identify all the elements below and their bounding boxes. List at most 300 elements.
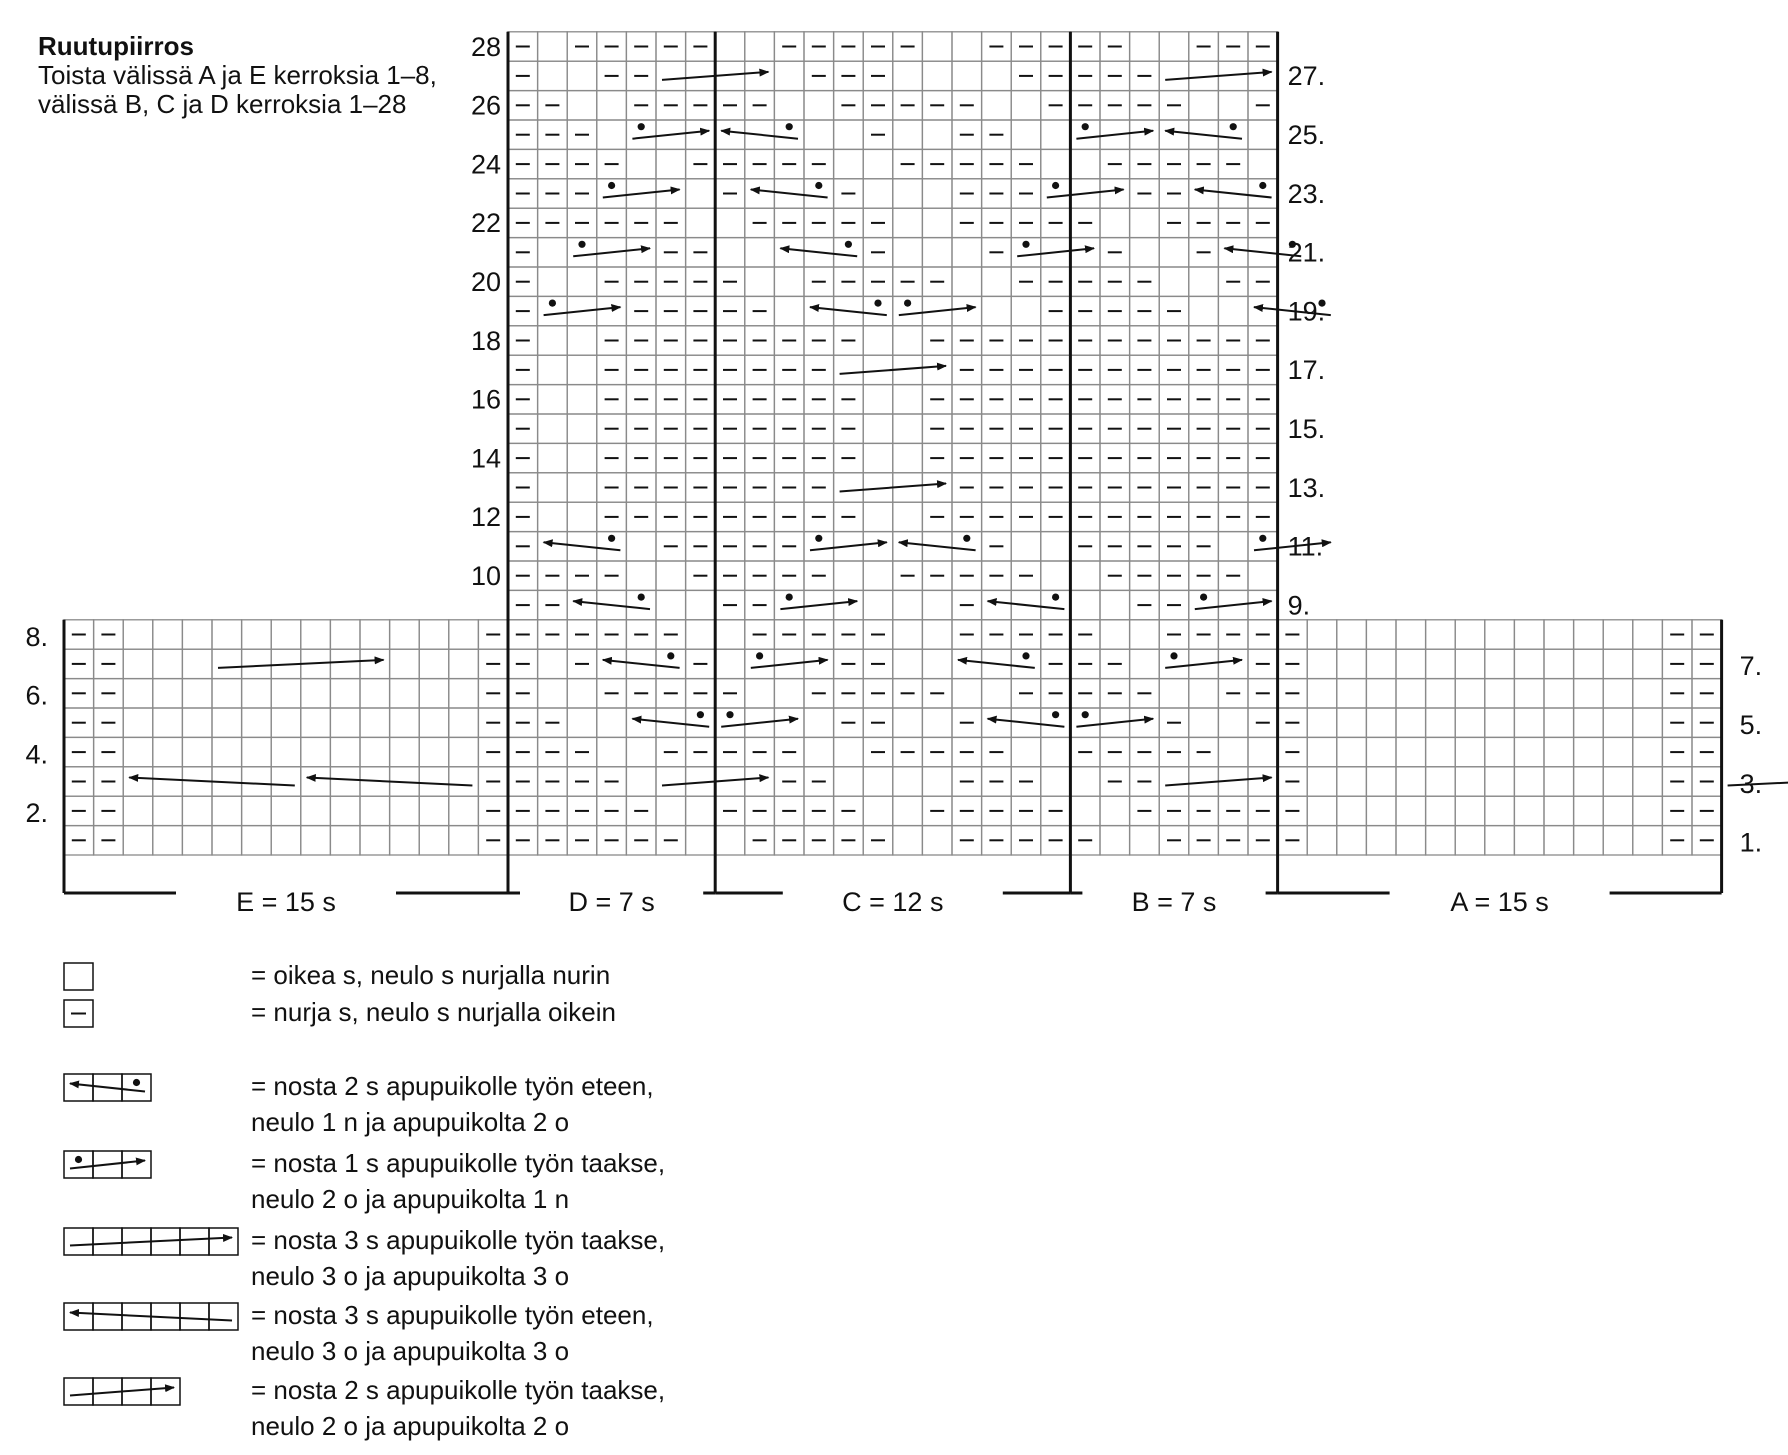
chart-cell: [1485, 737, 1515, 766]
chart-cell: [804, 737, 834, 766]
chart-cell: [360, 649, 390, 678]
chart-cell: [153, 708, 183, 737]
legend-swatch-cell: [64, 1303, 93, 1330]
chart-cell: [922, 208, 952, 237]
chart-cell: [1189, 679, 1219, 708]
chart-cell: [1337, 620, 1367, 649]
chart-cell: [893, 708, 923, 737]
cable-arrow: [1195, 601, 1272, 609]
chart-cell: [1041, 120, 1071, 149]
chart-cell: [182, 649, 212, 678]
chart-cell: [1159, 32, 1189, 61]
legend-line-2: neulo 3 o ja apupuikolta 3 o: [251, 1261, 570, 1291]
chart-cell: [153, 826, 183, 855]
cable-arrow: [1076, 131, 1153, 139]
chart-cell: [567, 502, 597, 531]
chart-cell: [1544, 620, 1574, 649]
chart-cell: [271, 679, 301, 708]
legend-line-2: neulo 1 n ja apupuikolta 2 o: [251, 1107, 570, 1137]
chart-cell: [626, 767, 656, 796]
chart-cell: [301, 767, 331, 796]
chart-cell: [1248, 737, 1278, 766]
chart-cell: [1485, 620, 1515, 649]
chart-cell: [390, 649, 420, 678]
chart-cell: [922, 61, 952, 90]
chart-cell: [271, 708, 301, 737]
legend-item-text: [251, 1145, 665, 1217]
chart-cell: [1130, 120, 1160, 149]
chart-cell: [1041, 561, 1071, 590]
chart-cell: [982, 679, 1012, 708]
chart-cell: [330, 826, 360, 855]
chart-cell: [1218, 532, 1248, 561]
chart-cell: [1603, 679, 1633, 708]
row-number-right: 25.: [1287, 120, 1326, 150]
chart-cell: [419, 767, 449, 796]
legend-swatch-cell: [64, 1151, 93, 1178]
chart-cell: [301, 826, 331, 855]
chart-cell: [1633, 679, 1663, 708]
chart-cell: [834, 149, 864, 178]
chart-cell: [1633, 708, 1663, 737]
legend-swatch-cell: [209, 1228, 238, 1255]
chart-cell: [1574, 826, 1604, 855]
chart-cell: [893, 620, 923, 649]
chart-cell: [153, 796, 183, 825]
chart-cell: [330, 737, 360, 766]
legend-swatch-cell: [93, 1303, 122, 1330]
chart-cell: [863, 502, 893, 531]
chart-cell: [1307, 620, 1337, 649]
row-number-right: 21.: [1287, 237, 1326, 268]
chart-cell: [1485, 796, 1515, 825]
chart-cell: [182, 737, 212, 766]
cable-arrow: [1195, 190, 1272, 198]
chart-cell: [745, 767, 775, 796]
chart-cell: [419, 679, 449, 708]
chart-cell: [656, 561, 686, 590]
chart-cell: [656, 179, 686, 208]
chart-cell: [1455, 767, 1485, 796]
chart-cell: [893, 590, 923, 619]
purl-dot: [1022, 241, 1029, 248]
purl-dot: [638, 123, 645, 130]
chart-cell: [1337, 796, 1367, 825]
chart-cell: [360, 796, 390, 825]
chart-cell: [774, 238, 804, 267]
chart-cell: [952, 679, 982, 708]
purl-dot: [549, 300, 556, 307]
chart-cell: [1544, 767, 1574, 796]
chart-cell: [893, 414, 923, 443]
row-number-left: 24: [470, 149, 501, 180]
chart-cell: [1159, 61, 1189, 90]
chart-cell: [804, 91, 834, 120]
chart-cell: [1396, 796, 1426, 825]
chart-cell: [1011, 737, 1041, 766]
chart-cell: [1366, 708, 1396, 737]
chart-cell: [301, 708, 331, 737]
chart-cell: [834, 590, 864, 619]
chart-cell: [834, 120, 864, 149]
chart-cell: [1514, 708, 1544, 737]
chart-cell: [1544, 796, 1574, 825]
chart-cell: [952, 32, 982, 61]
chart-cell: [1159, 679, 1189, 708]
chart-cell: [745, 267, 775, 296]
chart-cell: [123, 679, 153, 708]
chart-cell: [1485, 708, 1515, 737]
chart-cell: [538, 355, 568, 384]
chart-cell: [1366, 620, 1396, 649]
chart-cell: [1574, 620, 1604, 649]
chart-cell: [863, 414, 893, 443]
chart-cell: [1248, 120, 1278, 149]
chart-cell: [1100, 590, 1130, 619]
row-number-left: 14: [470, 443, 501, 474]
chart-cell: [1248, 590, 1278, 619]
chart-cell: [952, 649, 982, 678]
chart-cell: [1366, 679, 1396, 708]
purl-dot: [1259, 182, 1266, 189]
legend-line-1: = nosta 2 s apupuikolle työn taakse,: [251, 1375, 666, 1405]
chart-cell: [242, 796, 272, 825]
cable-arrow: [1047, 190, 1124, 198]
chart-cell: [1248, 61, 1278, 90]
chart-cell: [1514, 796, 1544, 825]
purl-dot: [1259, 535, 1266, 542]
chart-cell: [982, 61, 1012, 90]
row-number-right: 23.: [1287, 178, 1326, 209]
chart-cell: [982, 590, 1012, 619]
cable-arrow: [544, 307, 621, 315]
legend-line-1: = nosta 3 s apupuikolle työn eteen,: [251, 1300, 654, 1330]
chart-cell: [1455, 708, 1485, 737]
chart-cell: [1307, 796, 1337, 825]
chart-cell: [538, 679, 568, 708]
chart-cell: [626, 238, 656, 267]
chart-cell: [360, 620, 390, 649]
legend-item-text: [251, 1372, 665, 1444]
chart-cell: [538, 238, 568, 267]
chart-cell: [982, 267, 1012, 296]
chart-cell: [153, 767, 183, 796]
chart-cell: [1455, 796, 1485, 825]
cable-arrow: [751, 190, 828, 198]
chart-cell: [834, 355, 864, 384]
chart-cell: [538, 532, 568, 561]
chart-note-line-2: välissä B, C ja D kerroksia 1–28: [38, 89, 407, 119]
chart-cell: [656, 590, 686, 619]
chart-cell: [330, 679, 360, 708]
section-label: C = 12 s: [842, 887, 944, 917]
chart-cell: [893, 61, 923, 90]
chart-cell: [449, 620, 479, 649]
chart-cell: [893, 385, 923, 414]
row-number-right: 1.: [1739, 827, 1763, 858]
chart-cell: [1514, 679, 1544, 708]
chart-cell: [804, 649, 834, 678]
chart-cell: [863, 532, 893, 561]
row-number-left: 20: [470, 267, 501, 297]
chart-cell: [1159, 238, 1189, 267]
chart-cell: [1603, 767, 1633, 796]
chart-cell: [863, 179, 893, 208]
legend-swatch-cell: [209, 1303, 238, 1330]
legend-swatch-cell: [122, 1074, 151, 1101]
chart-cell: [863, 149, 893, 178]
chart-cell: [1041, 767, 1071, 796]
chart-cell: [271, 737, 301, 766]
chart-cell: [538, 443, 568, 472]
chart-cell: [1396, 737, 1426, 766]
chart-cell: [153, 737, 183, 766]
chart-cell: [1337, 708, 1367, 737]
chart-cell: [1337, 649, 1367, 678]
chart-cell: [863, 767, 893, 796]
chart-cell: [1426, 796, 1456, 825]
chart-cell: [893, 532, 923, 561]
row-number-left: 12: [470, 502, 501, 533]
chart-cell: [1574, 649, 1604, 678]
purl-dot: [608, 182, 615, 189]
chart-cell: [1307, 679, 1337, 708]
purl-dot: [1082, 711, 1089, 718]
chart-cell: [893, 443, 923, 472]
chart-cell: [1544, 826, 1574, 855]
chart-cell: [567, 326, 597, 355]
row-number-left: 2.: [25, 798, 48, 829]
chart-cell: [774, 679, 804, 708]
chart-cell: [922, 826, 952, 855]
chart-title: Ruutupiirros: [38, 31, 194, 61]
chart-cell: [715, 120, 745, 149]
chart-cell: [715, 208, 745, 237]
purl-dot: [786, 594, 793, 601]
chart-cell: [567, 590, 597, 619]
chart-cell: [1426, 620, 1456, 649]
chart-cell: [1633, 649, 1663, 678]
chart-cell: [242, 737, 272, 766]
cable-arrow: [899, 542, 976, 550]
cable-arrow: [632, 719, 709, 727]
cable-arrow: [810, 307, 887, 315]
row-number-right: 13.: [1287, 472, 1326, 503]
chart-cell: [449, 767, 479, 796]
chart-cell: [1366, 737, 1396, 766]
purl-dot: [75, 1156, 82, 1163]
chart-cell: [449, 796, 479, 825]
chart-cell: [301, 737, 331, 766]
chart-cell: [834, 737, 864, 766]
chart-cell: [774, 296, 804, 325]
chart-cell: [774, 61, 804, 90]
chart-cell: [1248, 149, 1278, 178]
chart-cell: [1603, 620, 1633, 649]
chart-cell: [1100, 826, 1130, 855]
cable-arrow: [988, 719, 1065, 727]
purl-dot: [786, 123, 793, 130]
chart-cell: [242, 708, 272, 737]
purl-dot: [845, 241, 852, 248]
row-number-left: 4.: [25, 739, 48, 770]
chart-cell: [922, 179, 952, 208]
chart-cell: [922, 649, 952, 678]
purl-dot: [815, 535, 822, 542]
chart-cell: [271, 767, 301, 796]
chart-cell: [1307, 708, 1337, 737]
chart-cell: [1574, 796, 1604, 825]
chart-cell: [1307, 737, 1337, 766]
chart-cell: [1603, 708, 1633, 737]
chart-cell: [893, 326, 923, 355]
chart-cell: [686, 620, 716, 649]
legend-item-text: [251, 1222, 665, 1294]
purl-dot: [667, 652, 674, 659]
row-number-right: 17.: [1287, 355, 1326, 386]
chart-cell: [1218, 649, 1248, 678]
chart-cell: [390, 796, 420, 825]
legend-swatch-cell: [122, 1151, 151, 1178]
chart-cell: [893, 767, 923, 796]
chart-cell: [212, 708, 242, 737]
chart-cell: [567, 385, 597, 414]
legend-swatch-cell: [64, 963, 93, 990]
chart-cell: [390, 708, 420, 737]
chart-cell: [922, 708, 952, 737]
chart-cell: [745, 32, 775, 61]
chart-cell: [1633, 767, 1663, 796]
legend-swatch-cell: [93, 1228, 122, 1255]
chart-cell: [745, 238, 775, 267]
chart-cell: [1248, 561, 1278, 590]
chart-cell: [1633, 826, 1663, 855]
chart-cell: [1070, 590, 1100, 619]
cable-arrow: [632, 131, 709, 139]
chart-cell: [419, 796, 449, 825]
legend-item-text: [251, 1297, 654, 1369]
chart-cell: [1396, 708, 1426, 737]
chart-cell: [1366, 649, 1396, 678]
purl-dot: [1022, 652, 1029, 659]
chart-cell: [922, 120, 952, 149]
chart-cell: [1100, 208, 1130, 237]
cable-arrow: [1165, 660, 1242, 668]
chart-cell: [567, 473, 597, 502]
chart-cell: [982, 296, 1012, 325]
legend-swatch-cell: [151, 1378, 180, 1405]
chart-cell: [212, 649, 242, 678]
purl-dot: [697, 711, 704, 718]
chart-cell: [538, 385, 568, 414]
chart-cell: [745, 61, 775, 90]
legend-line-1: = nosta 1 s apupuikolle työn taakse,: [251, 1148, 666, 1178]
chart-cell: [1514, 826, 1544, 855]
cable-arrow: [1076, 719, 1153, 727]
chart-cell: [1426, 679, 1456, 708]
cable-arrow: [1017, 248, 1094, 256]
chart-cell: [1248, 296, 1278, 325]
chart-cell: [1218, 737, 1248, 766]
row-number-left: 16: [470, 384, 501, 415]
chart-cell: [1514, 737, 1544, 766]
chart-cell: [774, 91, 804, 120]
row-number-left: 18: [470, 325, 501, 356]
chart-cell: [1426, 649, 1456, 678]
chart-cell: [449, 737, 479, 766]
section-label: D = 7 s: [568, 887, 655, 917]
chart-cell: [686, 179, 716, 208]
chart-cell: [597, 737, 627, 766]
chart-cell: [1130, 208, 1160, 237]
chart-cell: [123, 826, 153, 855]
chart-cell: [1574, 708, 1604, 737]
purl-dot: [133, 1079, 140, 1086]
chart-cell: [1544, 679, 1574, 708]
cable-arrow: [603, 660, 680, 668]
chart-cell: [1100, 179, 1130, 208]
chart-cell: [1189, 296, 1219, 325]
chart-cell: [271, 620, 301, 649]
chart-cell: [834, 767, 864, 796]
chart-cell: [893, 120, 923, 149]
chart-cell: [419, 649, 449, 678]
chart-cell: [1574, 767, 1604, 796]
chart-cell: [301, 679, 331, 708]
chart-cell: [567, 355, 597, 384]
chart-cell: [656, 61, 686, 90]
chart-cell: [1218, 91, 1248, 120]
chart-cell: [1633, 620, 1663, 649]
purl-dot: [726, 711, 733, 718]
purl-dot: [578, 241, 585, 248]
chart-cell: [360, 708, 390, 737]
chart-cell: [686, 120, 716, 149]
chart-cell: [1396, 826, 1426, 855]
chart-cell: [1070, 149, 1100, 178]
legend-line-2: neulo 2 o ja apupuikolta 2 o: [251, 1411, 570, 1441]
row-number-right: 3.: [1739, 768, 1763, 799]
chart-cell: [242, 649, 272, 678]
chart-cell: [1455, 649, 1485, 678]
chart-cell: [1337, 737, 1367, 766]
chart-cell: [863, 796, 893, 825]
chart-cell: [1307, 826, 1337, 855]
chart-cell: [567, 708, 597, 737]
legend-item-text: [251, 994, 616, 1030]
legend-swatch-cell: [64, 1074, 93, 1101]
chart-cell: [123, 767, 153, 796]
chart-cell: [123, 708, 153, 737]
cable-arrow: [780, 248, 857, 256]
chart-cell: [1159, 767, 1189, 796]
chart-cell: [153, 649, 183, 678]
chart-cell: [863, 443, 893, 472]
chart-cell: [1307, 649, 1337, 678]
chart-cell: [922, 32, 952, 61]
chart-cell: [1455, 679, 1485, 708]
chart-cell: [212, 737, 242, 766]
chart-cell: [419, 708, 449, 737]
chart-cell: [1514, 767, 1544, 796]
chart-cell: [1396, 767, 1426, 796]
row-number-right: 19.: [1287, 296, 1326, 327]
section-label: B = 7 s: [1131, 887, 1217, 917]
chart-cell: [301, 796, 331, 825]
legend-line-1: = nosta 2 s apupuikolle työn eteen,: [251, 1071, 654, 1101]
chart-cell: [1514, 649, 1544, 678]
purl-dot: [608, 535, 615, 542]
